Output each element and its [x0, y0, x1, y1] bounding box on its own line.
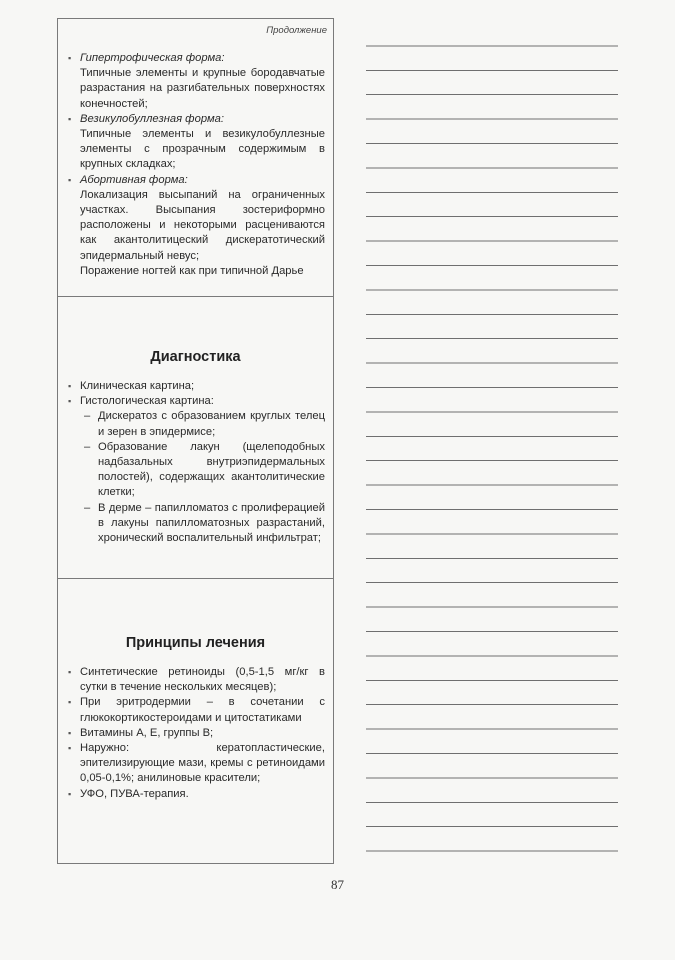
list-item: ▪ УФО, ПУВА-терапия. [68, 787, 325, 802]
list-item: ▪ Клиническая картина; [68, 379, 325, 394]
form-title: ▪ Гипертрофическая форма: [80, 52, 225, 64]
list-item: ▪ Синтетические ретиноиды (0,5-1,5 мг/кг в сутки в течение нескольких месяцев); [68, 665, 325, 695]
form-text: Типичные элементы и везикулобуллезные элементы с прозрачным содержимым в крупных складках; [80, 128, 325, 171]
form-text-2: Поражение ногтей как при типичной Дарье [80, 264, 304, 277]
list-item: ▪ Витамины А, Е, группы В; [68, 726, 325, 741]
form-title: ▪ Везикулобуллезная форма: [80, 112, 224, 125]
treatment-heading: Принципы лечения [125, 635, 266, 651]
list-item: ▪ При эритродермии – в сочетании с глюкокортикостероидами и цитостатиками [68, 695, 325, 725]
sub-list-item: – Образование лакун (щелеподобных надбазальных внутриэпидермальных полостей), содержащих акантолитические клетки; [80, 440, 325, 501]
list-item: ▪ Наружно: кератопластические, эпителизирующие мази, кремы с ретиноидами 0,05-0,1%; анилиновые красители; [68, 741, 325, 787]
sub-list-item: – В дерме – папилломатоз с пролиферацией в лакуны папилломатозных разрастаний, хронический воспалительный инфильтрат; [80, 501, 325, 547]
forms-list [58, 19, 333, 279]
list-item [68, 112, 325, 173]
diagnostics-sublist [80, 409, 325, 546]
diagnostics-heading: Диагностика [150, 349, 241, 365]
treatment-list [58, 665, 333, 802]
note-lines [366, 22, 618, 862]
list-item [68, 173, 325, 279]
section-forms [58, 19, 333, 297]
continuation-label: Продолжение [266, 25, 327, 36]
sub-list-item: – Дискератоз с образованием круглых телец и зерен в эпидермисе; [80, 409, 325, 439]
section-diagnostics [58, 297, 333, 579]
diagnostics-list [58, 379, 333, 546]
form-title: ▪ Абортивная форма: [80, 173, 188, 186]
list-item-label: ▪ Гистологическая картина: [80, 395, 214, 408]
list-item [68, 394, 325, 546]
content-frame [57, 18, 334, 864]
section-treatment [58, 579, 333, 865]
form-text: Типичные элементы и крупные бородавчатые разрастания на разгибательных поверхностях конечностей; [80, 67, 325, 110]
form-text: Локализация высыпаний на ограниченных участках. Высыпания зостериформно расположены и некоторыми расцениваются как акантолитицеский дискератотический эпидермальный невус; [80, 188, 325, 262]
page-number: 87 [331, 877, 344, 892]
list-item [68, 51, 325, 112]
